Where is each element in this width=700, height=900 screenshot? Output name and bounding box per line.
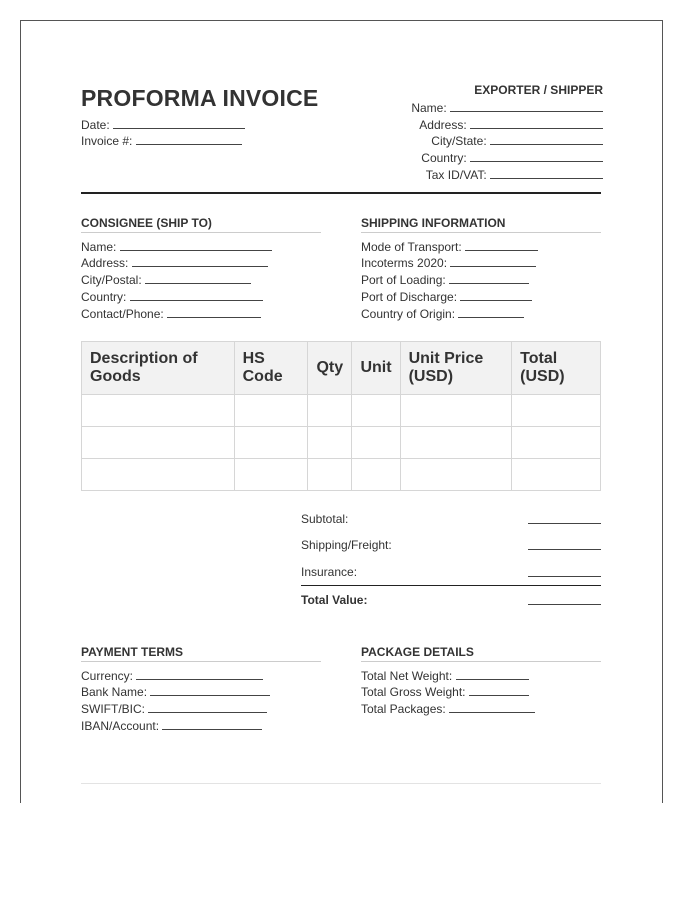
exporter-address-field[interactable] (419, 117, 603, 132)
table-cell[interactable] (234, 395, 308, 427)
bank-name-line (150, 684, 270, 696)
date-label: Date: (81, 118, 110, 132)
exporter-address-label: Address: (419, 118, 467, 132)
insurance-line[interactable] (528, 576, 601, 577)
port-loading-field[interactable] (361, 272, 529, 287)
port-discharge-field[interactable] (361, 289, 532, 304)
shipping-heading: SHIPPING INFORMATION (361, 216, 506, 230)
date-line (113, 117, 245, 129)
exporter-tax-line (490, 167, 603, 179)
swift-label: SWIFT/BIC: (81, 702, 145, 716)
currency-line (136, 668, 263, 680)
table-cell[interactable] (512, 459, 601, 491)
consignee-name-field[interactable] (81, 239, 272, 254)
transport-mode-field[interactable] (361, 239, 538, 254)
page-title: PROFORMA INVOICE (81, 85, 319, 111)
shipping-freight-line[interactable] (528, 549, 601, 550)
iban-field[interactable] (81, 718, 262, 733)
consignee-contact-line (167, 306, 261, 318)
totals-divider (301, 585, 601, 586)
port-discharge-line (460, 289, 532, 301)
exporter-tax-label: Tax ID/VAT: (425, 168, 487, 182)
subtotal-label: Subtotal: (301, 512, 349, 526)
exporter-address-line (470, 117, 603, 129)
port-loading-line (449, 272, 529, 284)
table-cell[interactable] (400, 395, 512, 427)
package-rule (361, 661, 601, 662)
consignee-country-field[interactable] (81, 289, 263, 304)
consignee-city-field[interactable] (81, 272, 251, 287)
exporter-heading: EXPORTER / SHIPPER (474, 83, 603, 97)
insurance-label: Insurance: (301, 565, 358, 579)
origin-country-label: Country of Origin: (361, 307, 456, 321)
consignee-contact-field[interactable] (81, 306, 261, 321)
consignee-address-label: Address: (81, 256, 129, 270)
swift-line (148, 701, 267, 713)
net-weight-line (456, 668, 529, 680)
subtotal-line[interactable] (528, 523, 601, 524)
total-value-label: Total Value: (301, 593, 368, 607)
consignee-name-label: Name: (81, 240, 117, 254)
total-packages-field[interactable] (361, 701, 535, 716)
column-header-total: Total (USD) (512, 342, 601, 395)
table-row (82, 459, 601, 491)
currency-label: Currency: (81, 669, 134, 683)
exporter-city-label: City/State: (431, 134, 487, 148)
table-cell[interactable] (512, 395, 601, 427)
net-weight-field[interactable] (361, 668, 529, 683)
incoterms-field[interactable] (361, 255, 536, 270)
shipping-rule (361, 232, 601, 233)
consignee-country-label: Country: (81, 290, 127, 304)
table-cell[interactable] (308, 395, 352, 427)
consignee-name-line (120, 239, 272, 251)
exporter-name-label: Name: (411, 101, 447, 115)
table-cell[interactable] (82, 395, 235, 427)
consignee-address-field[interactable] (81, 255, 268, 270)
consignee-contact-label: Contact/Phone: (81, 307, 164, 321)
origin-country-field[interactable] (361, 306, 524, 321)
table-cell[interactable] (82, 459, 235, 491)
column-header-unit: Unit (352, 342, 400, 395)
invoice-number-label: Invoice #: (81, 134, 133, 148)
origin-country-line (458, 306, 524, 318)
table-cell[interactable] (352, 427, 400, 459)
payment-heading: PAYMENT TERMS (81, 645, 184, 659)
exporter-name-field[interactable] (411, 100, 603, 115)
payment-rule (81, 661, 321, 662)
table-cell[interactable] (82, 427, 235, 459)
bank-name-label: Bank Name: (81, 685, 148, 699)
table-row (82, 395, 601, 427)
table-cell[interactable] (400, 459, 512, 491)
invoice-number-field[interactable] (81, 133, 242, 148)
exporter-tax-field[interactable] (426, 167, 603, 182)
goods-table (81, 341, 601, 491)
table-cell[interactable] (308, 459, 352, 491)
goods-table-header-row (82, 342, 601, 395)
port-discharge-label: Port of Discharge: (361, 290, 458, 304)
exporter-country-label: Country: (421, 151, 467, 165)
gross-weight-field[interactable] (361, 684, 529, 699)
header-divider (81, 192, 601, 194)
total-packages-label: Total Packages: (361, 702, 446, 716)
gross-weight-label: Total Gross Weight: (361, 685, 466, 699)
port-loading-label: Port of Loading: (361, 273, 446, 287)
consignee-country-line (130, 289, 263, 301)
exporter-name-line (450, 100, 603, 112)
transport-mode-line (465, 239, 538, 251)
column-header-qty: Qty (308, 342, 352, 395)
table-row (82, 427, 601, 459)
currency-field[interactable] (81, 668, 263, 683)
table-cell[interactable] (352, 395, 400, 427)
consignee-address-line (132, 255, 268, 267)
shipping-freight-label: Shipping/Freight: (301, 538, 392, 552)
swift-field[interactable] (81, 701, 267, 716)
invoice-number-line (136, 133, 242, 145)
table-cell[interactable] (400, 427, 512, 459)
net-weight-label: Total Net Weight: (361, 669, 453, 683)
consignee-city-label: City/Postal: (81, 273, 142, 287)
consignee-city-line (145, 272, 251, 284)
package-heading: PACKAGE DETAILS (361, 645, 474, 659)
footer-divider (81, 783, 601, 784)
column-header-unit-price: Unit Price (USD) (400, 342, 512, 395)
exporter-city-line (490, 133, 603, 145)
invoice-sheet (20, 20, 663, 803)
date-field[interactable] (81, 117, 245, 132)
gross-weight-line (469, 684, 529, 696)
total-packages-line (449, 701, 535, 713)
exporter-country-line (470, 150, 603, 162)
table-cell[interactable] (512, 427, 601, 459)
consignee-heading: CONSIGNEE (SHIP TO) (81, 216, 212, 230)
table-cell[interactable] (234, 427, 308, 459)
consignee-rule (81, 232, 321, 233)
incoterms-label: Incoterms 2020: (361, 256, 448, 270)
incoterms-line (450, 255, 536, 267)
table-cell[interactable] (308, 427, 352, 459)
iban-label: IBAN/Account: (81, 719, 160, 733)
table-cell[interactable] (234, 459, 308, 491)
iban-line (162, 718, 262, 730)
table-cell[interactable] (352, 459, 400, 491)
total-value-line[interactable] (528, 604, 601, 605)
column-header-description: Description of Goods (82, 342, 235, 395)
column-header-hs-code: HS Code (234, 342, 308, 395)
bank-name-field[interactable] (81, 684, 270, 699)
exporter-city-field[interactable] (431, 133, 603, 148)
exporter-country-field[interactable] (421, 150, 603, 165)
transport-mode-label: Mode of Transport: (361, 240, 462, 254)
